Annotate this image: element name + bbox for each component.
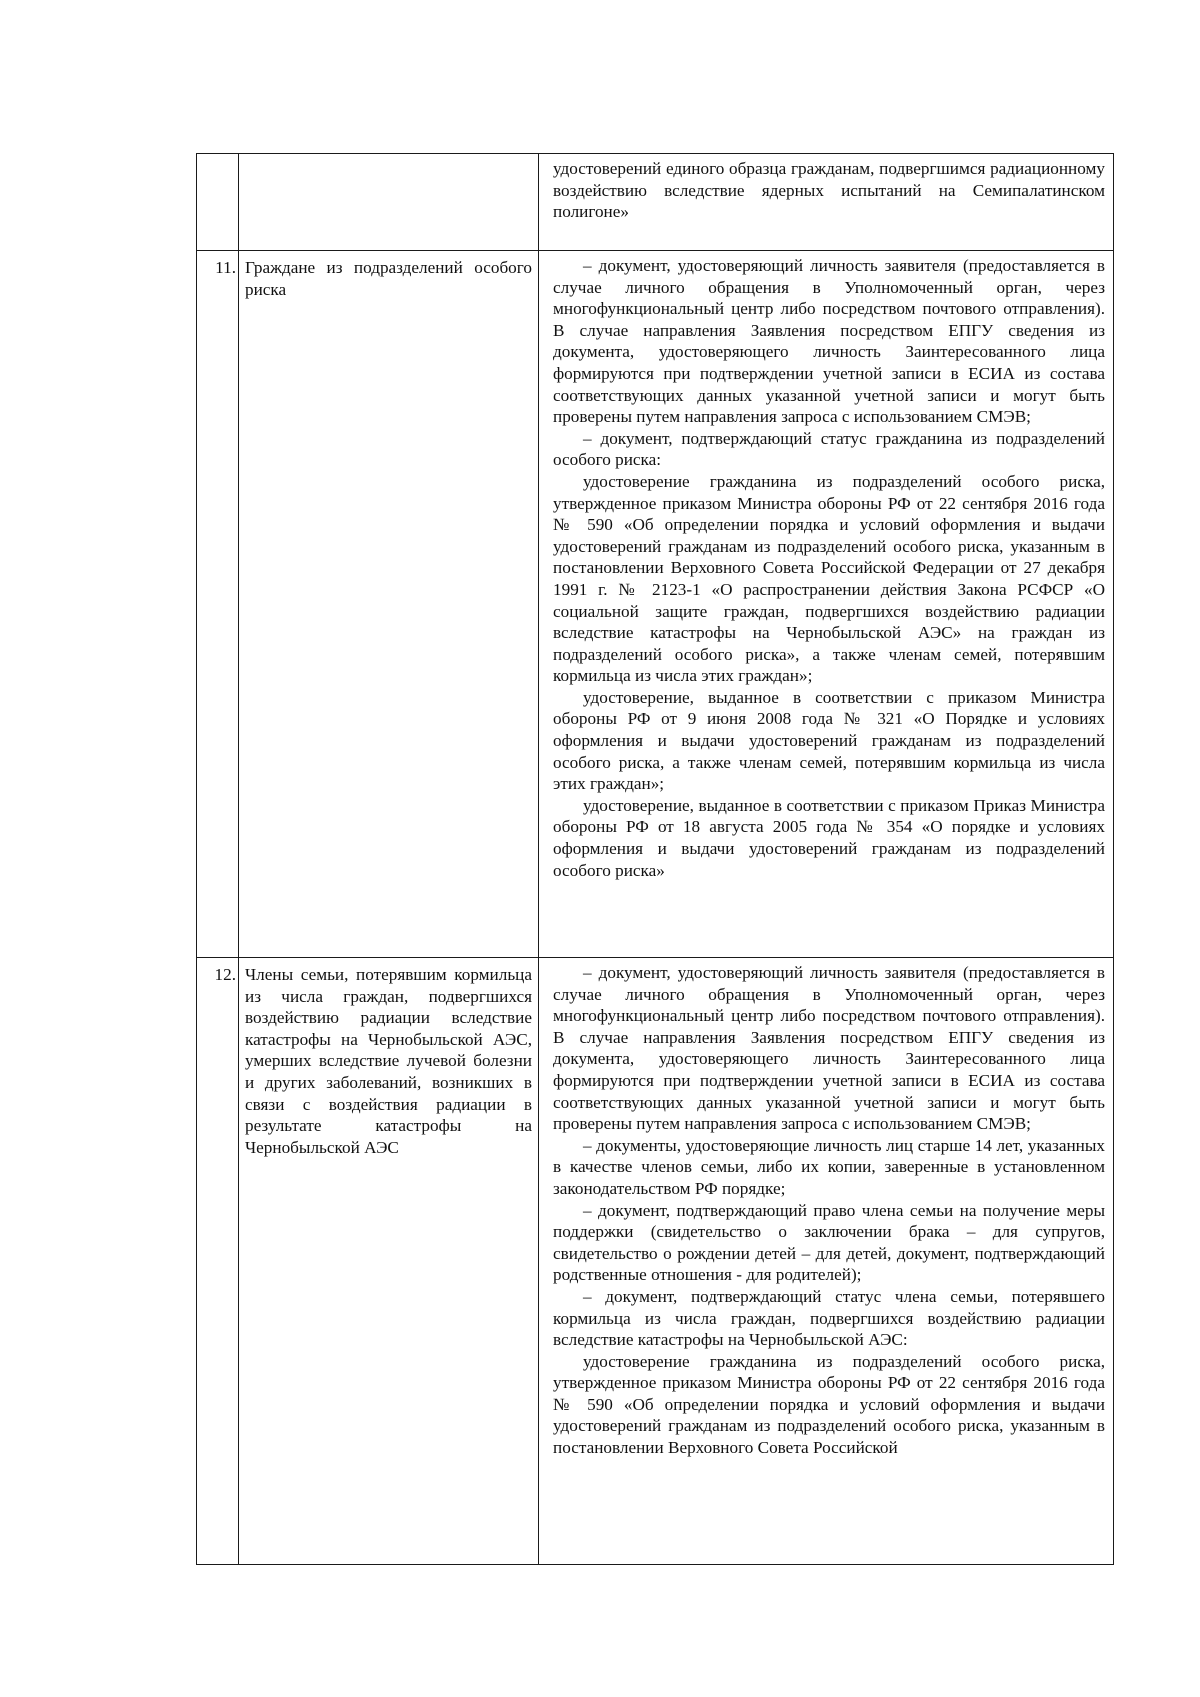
row-number — [197, 154, 239, 251]
document-paragraph: удостоверений единого образца гражданам, подвергшимся радиационному воздействию вследствие ядерных испытаний на Семипалатинском полигоне» — [553, 159, 1105, 222]
document-paragraph: – документ, удостоверяющий личность заявителя (предоставляется в случае личного обращения в Уполномоченный орган, через многофункциональный центр либо посредством почтового отправления). В случае направления Заявления посредством ЕПГУ сведения из документа, удостоверяющего личность Заинтересованного лица формируются при подтверждении учетной записи в ЕСИА из состава соответствующих данных указанной учетной записи и могут быть проверены путем направления запроса с использованием СМЭВ; — [553, 256, 1105, 427]
document-paragraph: – документ, подтверждающий право члена семьи на получение меры поддержки (свидетельство о заключении брака – для супругов, свидетельство о рождении детей – для детей, документ, подтверждающий родственные отношения - для родителей); — [553, 1200, 1105, 1285]
table-row — [197, 154, 1114, 251]
document-paragraph: – документ, удостоверяющий личность заявителя (предоставляется в случае личного обращения в Уполномоченный орган, через многофункциональный центр либо посредством почтового отправления). В случае направления Заявления посредством ЕПГУ сведения из документа, удостоверяющего личность Заинтересованного лица формируются при подтверждении учетной записи в ЕСИА из состава соответствующих данных указанной учетной записи и могут быть проверены путем направления запроса с использованием СМЭВ; — [553, 963, 1105, 1134]
document-paragraph: удостоверение, выданное в соответствии с приказом Приказ Министра обороны РФ от 18 августа 2005 года № 354 «О порядке и условиях оформления и выдачи удостоверений гражданам из подразделений особого риска» — [553, 795, 1105, 880]
table-row — [197, 251, 1114, 958]
document-paragraph: – документ, подтверждающий статус гражданина из подразделений особого риска: — [553, 428, 1105, 470]
row-number: 11. — [197, 251, 239, 958]
documents-table — [196, 153, 1114, 1565]
required-documents — [539, 154, 1114, 251]
required-documents — [539, 958, 1114, 1565]
document-paragraph: удостоверение, выданное в соответствии с приказом Министра обороны РФ от 9 июня 2008 года № 321 «О Порядке и условиях оформления и выдачи удостоверений гражданам из подразделений особого риска, а также членам семей, потерявшим кормильца из числа этих граждан»; — [553, 687, 1105, 794]
required-documents — [539, 251, 1114, 958]
table-row — [197, 958, 1114, 1565]
document-paragraph: – документ, подтверждающий статус члена семьи, потерявшего кормильца из числа граждан, подвергшихся воздействию радиации вследствие катастрофы на Чернобыльской АЭС: — [553, 1286, 1105, 1350]
document-paragraph: удостоверение гражданина из подразделений особого риска, утвержденное приказом Министра обороны РФ от 22 сентября 2016 года № 590 «Об определении порядка и условий оформления и выдачи удостоверений гражданам из подразделений особого риска, указанным в постановлении Верховного Совета Российской Федерации от 27 декабря 1991 г. № 2123-1 «О распространении действия Закона РСФСР «О социальной защите граждан, подвергшихся воздействию радиации вследствие катастрофы на Чернобыльской АЭС» на граждан из подразделений особого риска», а также членам семей, потерявшим кормильца из числа этих граждан»; — [553, 471, 1105, 686]
document-paragraph: удостоверение гражданина из подразделений особого риска, утвержденное приказом Министра обороны РФ от 22 сентября 2016 года № 590 «Об определении порядка и условий оформления и выдачи удостоверений гражданам из подразделений особого риска, указанным в постановлении Верховного Совета Российской — [553, 1351, 1105, 1458]
row-number: 12. — [197, 958, 239, 1565]
recipient-category — [239, 154, 539, 251]
document-paragraph: – документы, удостоверяющие личность лиц старше 14 лет, указанных в качестве членов семьи, либо их копии, заверенные в установленном законодательством РФ порядке; — [553, 1135, 1105, 1198]
recipient-category: Члены семьи, потерявшим кормильца из числа граждан, подвергшихся воздействию радиации вследствие катастрофы на Чернобыльской АЭС, умерших вследствие лучевой болезни и других заболеваний, возникших в связи с воздействия радиации в результате катастрофы на Чернобыльской АЭС — [239, 958, 539, 1565]
recipient-category: Граждане из подразделений особого риска — [239, 251, 539, 958]
